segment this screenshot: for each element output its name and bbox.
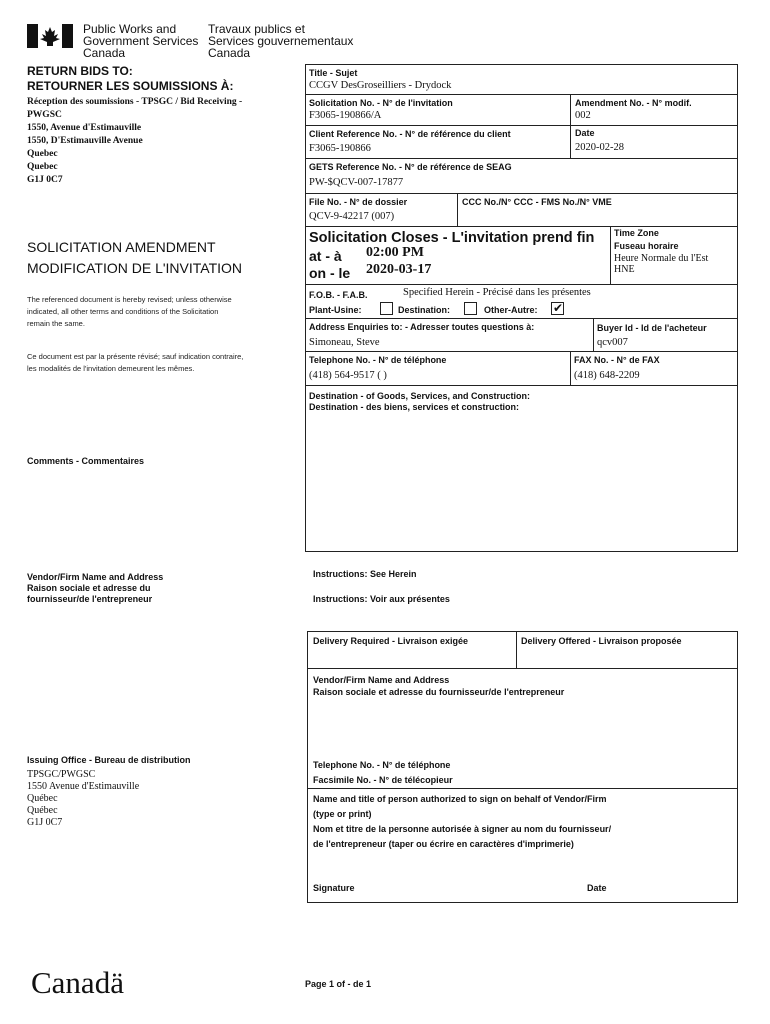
solicitation-no-label: Solicitation No. - N° de l'invitation — [309, 98, 453, 108]
enquiries-value: Simoneau, Steve — [309, 337, 380, 348]
delivery-offered-label: Delivery Offered - Livraison proposée — [521, 636, 682, 646]
closes-heading: Solicitation Closes - L'invitation prend fin — [309, 230, 595, 246]
amendment-no-value: 002 — [575, 110, 591, 121]
buyer-id-value: qcv007 — [597, 337, 628, 348]
other-label: Other-Autre: — [484, 305, 538, 315]
ccc-no-label: CCC No./N° CCC - FMS No./N° VME — [462, 197, 612, 207]
org-fr-line1: Travaux publics et — [208, 22, 305, 36]
vendor-name-label: Vendor/Firm Name and Address Raison sociale et adresse du fournisseur/de l'entrepreneur — [313, 675, 565, 697]
org-fr-line3: Canada — [208, 46, 251, 60]
amendment-title-fr: MODIFICATION DE L'INVITATION — [27, 260, 243, 276]
plant-label: Plant-Usine: — [309, 305, 362, 315]
other-checkbox[interactable] — [551, 302, 564, 315]
date-label: Date — [575, 128, 595, 138]
canada-wordmark: Canadä — [31, 965, 124, 1000]
closes-time: 02:00 PM — [366, 245, 424, 260]
file-no-label: File No. - N° de dossier — [309, 197, 408, 207]
enquiries-label: Address Enquiries to: - Adresser toutes questions à: — [309, 322, 535, 332]
return-address: Réception des soumissions - TPSGC / Bid Receiving - PWGSC 1550, Avenue d'Estimauville 1550, D'Estimauville Avenue Quebec Quebec G1J 0C7 — [27, 97, 243, 185]
comments-label: Comments - Commentaires — [27, 456, 145, 466]
solicitation-no-value: F3065-190866/A — [309, 110, 382, 121]
closes-at-label: at - à — [309, 248, 342, 264]
authorized-name-label: Name and title of person authorized to sign on behalf of Vendor/Firm (type or print) Nom et titre de la personne autorisée à signer au nom du fournisseur/ de l'entrepreneur (taper ou écrire en caractères d'imprimerie) — [313, 794, 612, 849]
amendment-no-label: Amendment No. - N° modif. — [575, 98, 692, 108]
return-bids-title-fr: RETOURNER LES SOUMISSIONS À: — [27, 79, 234, 93]
closes-date: 2020-03-17 — [366, 262, 432, 277]
amendment-title-en: SOLICITATION AMENDMENT — [27, 239, 216, 255]
fob-label: F.O.B. - F.A.B. — [309, 290, 368, 300]
fax-value: (418) 648-2209 — [574, 370, 640, 381]
org-en-line2: Government Services — [83, 34, 199, 48]
checkmark-icon: ✔ — [553, 301, 564, 315]
date-value: 2020-02-28 — [575, 142, 624, 153]
buyer-id-label: Buyer Id - Id de l'acheteur — [597, 323, 707, 333]
fob-value: Specified Herein - Précisé dans les présentes — [403, 287, 591, 298]
gets-value: PW-$QCV-007-17877 — [309, 177, 404, 188]
vendor-fax-label: Facsimile No. - N° de télécopieur — [313, 775, 453, 785]
client-ref-value: F3065-190866 — [309, 143, 371, 154]
vendor-phone-label: Telephone No. - N° de téléphone — [313, 760, 451, 770]
amendment-text-en: The referenced document is hereby revised; unless otherwise indicated, all other terms and conditions of the Solicitation remain the same. — [27, 295, 232, 328]
destination-checkbox[interactable] — [464, 302, 477, 315]
file-no-value: QCV-9-42217 (007) — [309, 211, 395, 222]
org-en-line1: Public Works and — [83, 22, 177, 36]
instructions-en: Instructions: See Herein — [313, 569, 417, 579]
title-label: Title - Sujet — [309, 68, 358, 78]
page-number: Page 1 of - de 1 — [305, 979, 372, 989]
issuing-office-address: TPSGC/PWGSC 1550 Avenue d'Estimauville Québec Québec G1J 0C7 — [27, 769, 140, 828]
destination-goods-label: Destination - of Goods, Services, and Construction: Destination - des biens, services et construction: — [309, 391, 531, 412]
issuing-office-label: Issuing Office - Bureau de distribution — [27, 755, 191, 765]
fax-label: FAX No. - N° de FAX — [574, 355, 660, 365]
phone-value: (418) 564-9517 ( ) — [309, 370, 387, 381]
timezone-abbr: HNE — [614, 264, 635, 275]
client-ref-label: Client Reference No. - N° de référence du client — [309, 129, 511, 139]
instructions-fr: Instructions: Voir aux présentes — [313, 594, 450, 604]
signature-date-label: Date — [587, 883, 607, 893]
signature-label: Signature — [313, 883, 355, 893]
org-en-line3: Canada — [83, 46, 126, 60]
plant-checkbox[interactable] — [380, 302, 393, 315]
amendment-text-fr: Ce document est par la présente révisé; sauf indication contraire, les modalités de l'invitation demeurent les mêmes. — [27, 352, 244, 373]
gets-label: GETS Reference No. - N° de référence de SEAG — [309, 162, 512, 172]
vendor-left-label: Vendor/Firm Name and Address Raison sociale et adresse du fournisseur/de l'entrepreneur — [27, 572, 164, 604]
vendor-name-field[interactable] — [310, 700, 735, 755]
org-fr-line2: Services gouvernementaux — [208, 34, 354, 48]
phone-label: Telephone No. - N° de téléphone — [309, 355, 447, 365]
timezone-label-en: Time Zone — [614, 228, 659, 238]
delivery-required-label: Delivery Required - Livraison exigée — [313, 636, 469, 646]
timezone-value: Heure Normale du l'Est — [614, 253, 709, 264]
destination-label: Destination: — [398, 305, 451, 315]
title-value: CCGV DesGroseilliers - Drydock — [309, 80, 452, 91]
timezone-label-fr: Fuseau horaire — [614, 241, 679, 251]
closes-on-label: on - le — [309, 265, 351, 281]
return-bids-title-en: RETURN BIDS TO: — [27, 64, 133, 78]
canada-flag-logo — [27, 24, 73, 48]
